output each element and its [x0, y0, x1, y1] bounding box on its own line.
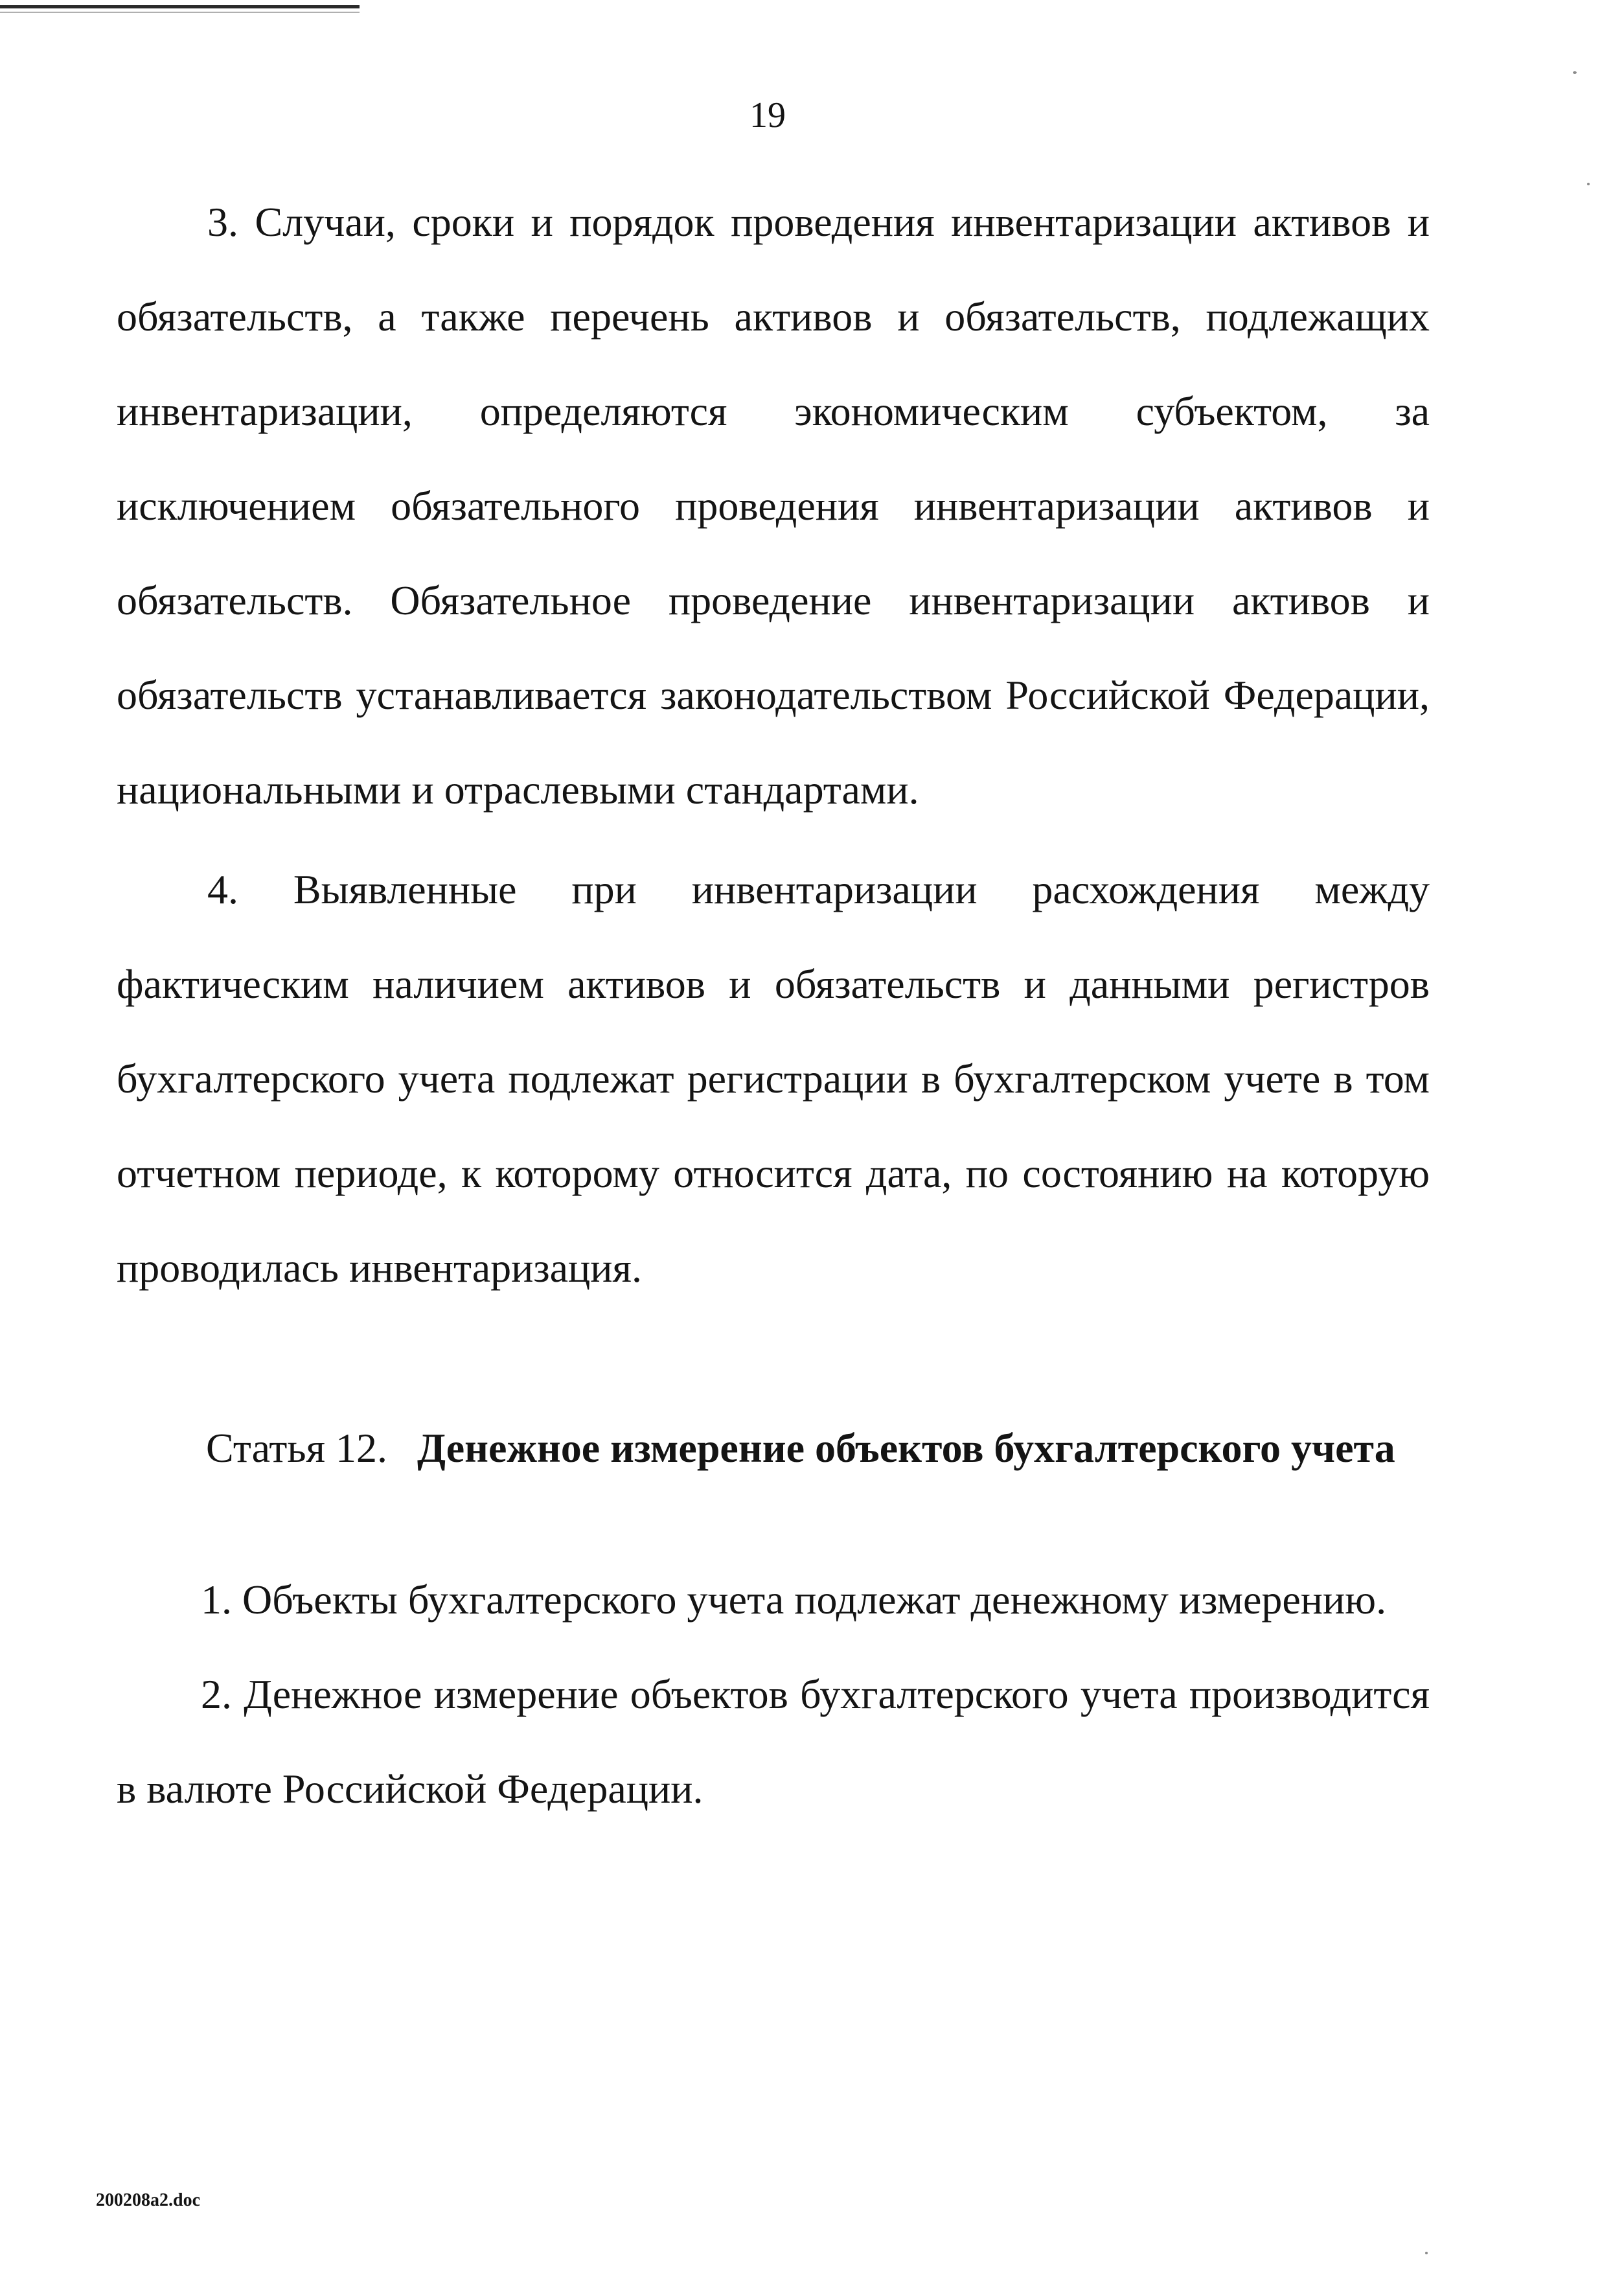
article-number: Статья 12. — [206, 1425, 387, 1471]
article-heading — [206, 1416, 1437, 1481]
scan-top-rule-shadow — [0, 12, 360, 13]
article-item-2: 2. Денежное измерение объектов бухгалтерского учета производится в валюте Российской Федерации. — [117, 1671, 1430, 1812]
article-item-1: 1. Объекты бухгалтерского учета подлежат денежному измерению. — [201, 1577, 1387, 1623]
footer-filename: 200208a2.doc — [96, 2190, 200, 2210]
paragraph-4: 4. Выявленные при инвентаризации расхождения между фактическим наличием активов и обязательств и данными регистров бухгалтерского учета подлежат регистрации в бухгалтерском учете в том отчетном периоде, к которому относится дата, по состоянию на которую проводилась инвентаризация. — [117, 866, 1430, 1291]
page-number: 19 — [749, 95, 786, 135]
article-title: Денежное измерение объектов бухгалтерского учета — [417, 1425, 1395, 1471]
scan-speck — [1425, 2252, 1428, 2254]
scan-speck — [1573, 71, 1577, 74]
paragraph-3: 3. Случаи, сроки и порядок проведения инвентаризации активов и обязательств, а также перечень активов и обязательств, подлежащих инвентаризации, определяются экономическим субъектом, за исключением обязательного проведения инвентаризации активов и обязательств. Обязательное проведение инвентаризации активов и обязательств устанавливается законодательством Российской Федерации, национальными и отраслевыми стандартами. — [117, 199, 1430, 813]
scan-top-rule — [0, 5, 360, 8]
scan-speck — [1587, 183, 1590, 185]
